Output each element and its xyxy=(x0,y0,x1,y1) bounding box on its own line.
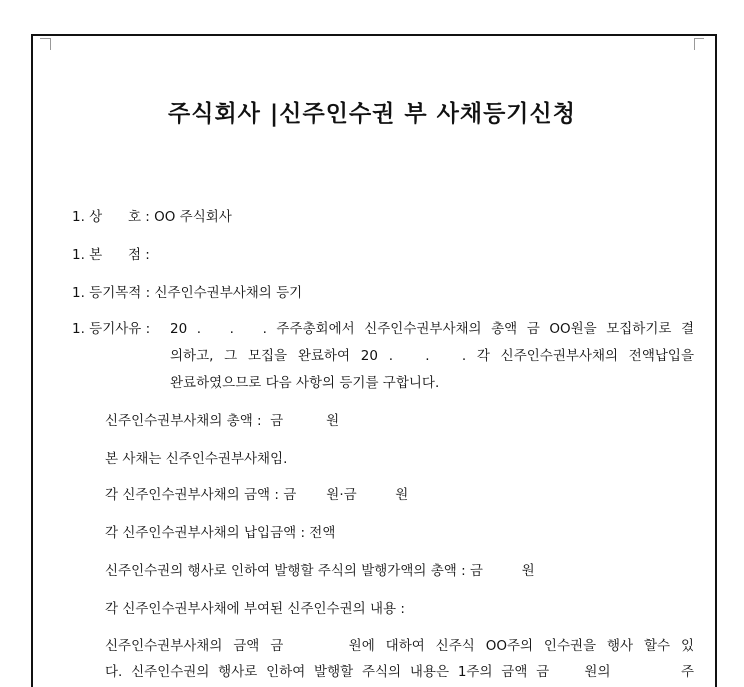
item-label: 1. 상 호 : xyxy=(72,209,150,225)
detail-bond-amount: 각 신주인수권부사채의 금액 : 금 원·금 원 xyxy=(105,487,409,503)
item-company-name xyxy=(72,208,232,226)
item-label: 1. 등기목적 : xyxy=(72,285,151,301)
final-line: 신주인수권부사채의 금액 금 원에 대하여 신주식 OO주의 인수권을 행사 할수 있 xyxy=(105,638,694,654)
page-border-top xyxy=(31,34,717,36)
detail-payment-amount: 각 신주인수권부사채의 납입금액 : 전액 xyxy=(105,525,336,541)
detail-issue-price-total: 신주인수권의 행사로 인하여 발행할 주식의 발행가액의 총액 : 금 원 xyxy=(105,563,535,579)
item-label: 1. 본 점 : xyxy=(72,247,150,263)
final-line: 다. 신주인수권의 행사로 인하여 발행할 주식의 내용은 1주의 금액 금 원의 주 xyxy=(105,664,694,680)
detail-right-contents: 각 신주인수권부사채에 부여된 신주인수권의 내용 : xyxy=(105,601,405,617)
crop-mark-left-v xyxy=(50,38,51,50)
item-value: 신주인수권부사채의 등기 xyxy=(154,285,303,301)
document-title: 주식회사 |신주인수권 부 사채등기신청 xyxy=(168,101,576,127)
reason-paragraph xyxy=(170,320,694,392)
detail-total-amount: 신주인수권부사채의 총액 : 금 원 xyxy=(105,413,340,429)
reason-line-last: 완료하였으므로 다음 사항의 등기를 구합니다. xyxy=(170,375,440,391)
crop-mark-right-v xyxy=(694,38,695,50)
page-border-left xyxy=(31,34,33,687)
crop-mark-left-h xyxy=(40,38,50,39)
reason-line: 20 . . . 주주총회에서 신주인수권부사채의 총액 금 OO원을 모집하기로 결 xyxy=(170,321,694,337)
page-border-right xyxy=(715,34,717,687)
detail-bond-type: 본 사채는 신주인수권부사채임. xyxy=(105,451,288,467)
reason-line: 의하고, 그 모집을 완료하여 20 . . . 각 신주인수권부사채의 전액납입을 xyxy=(170,348,694,364)
item-registration-purpose xyxy=(72,284,302,302)
item-registration-reason xyxy=(72,320,150,338)
item-value: OO 주식회사 xyxy=(154,209,232,225)
item-head-office xyxy=(72,246,150,264)
item-label: 1. 등기사유 : xyxy=(72,321,151,337)
final-paragraph xyxy=(105,637,694,681)
crop-mark-right-h xyxy=(694,38,704,39)
